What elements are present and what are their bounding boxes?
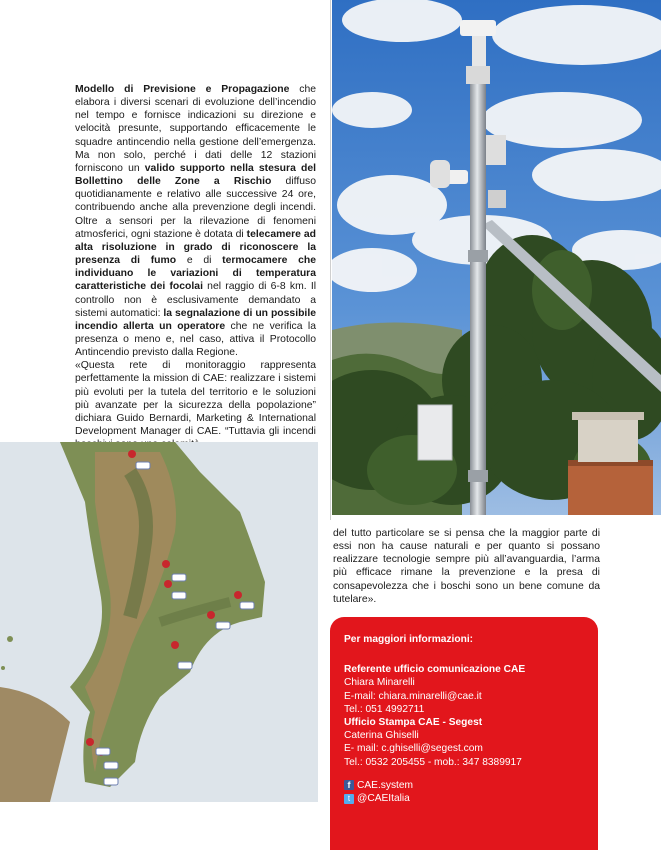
contact2-tel: Tel.: 0532 205455 - mob.: 347 8389917 [344,756,522,768]
article-bold-phrase: termocamere che individuano le variazioni di temperatura caratteristiche dei focolai [75,255,317,293]
article-bold-phrase: la segnalazione di un possibile incendio allerta un operatore [75,307,316,332]
contact2-name: Caterina Ghiselli [344,730,419,742]
column-divider [330,0,331,520]
article-right-column [333,527,600,606]
relief-map [0,442,318,802]
twitter-handle: @CAEItalia [357,793,410,805]
facebook-link[interactable] [344,779,588,792]
contact2-email[interactable]: E- mail: c.ghiselli@segest.com [344,743,483,755]
article-paragraph-3: del tutto particolare se si pensa che la maggior parte di essi non ha cause naturali e per quanto si possano realizzare tecnologie sempre più all’avanguardia, l’arma più efficace rimane la prevenzione e la presa di consapevolezza che i boschi sono un bene comune da tutelare». [333,528,600,605]
facebook-handle: CAE.system [357,779,414,791]
article-text-run: diffuso quotidianamente e relativo alle successive 24 ore, contribuendo anche alla prevenzione degli incendi. Oltre a sensori per la rilevazione di fenomeni atmosferici, ogni stazione è dotata di [75,176,316,240]
article-bold-phrase: valido supporto nella stesura del Bollettino delle Zone a Rischio [75,162,316,188]
article-bold-phrase: Modello di Previsione e Propagazione [75,84,290,95]
contact1-role: Referente ufficio comunicazione CAE [344,664,526,676]
contact1-email[interactable]: E-mail: chiara.minarelli@cae.it [344,690,482,702]
station-illustration [332,0,661,515]
contact-info-box [330,617,598,850]
facebook-icon: f [344,780,354,790]
contact1-tel: Tel.: 051 4992711 [344,703,425,715]
article-paragraph-2: «Questa rete di monitoraggio rappresenta perfettamente la mission di CAE: realizzare i sistemi più evoluti per la tutela del territorio e le soluzioni più avanzate per la sicurezza della popolazione” dichiara Guido Bernardi, Marketing & International Development Manager di CAE. “Tuttavia gli incendi [75,360,316,438]
calabria-map [0,442,318,802]
article-text-run: nel raggio di 6-8 km. Il controllo non è esclusivamente demandato a sistemi automatici: [75,281,317,319]
article-left-column [75,83,316,451]
contact2-role: Ufficio Stampa CAE - Segest [344,717,483,729]
contact1-name: Chiara Minarelli [344,677,415,689]
monitoring-station-photo [332,0,661,515]
article-paragraph-1 [75,83,316,359]
infobox-title: Per maggiori informazioni: [344,634,474,645]
article-text-run: che ne verifica la presenza o meno e, nel caso, attiva il Protocollo Antincendio previsto dalla Regione. [75,320,316,359]
article-text-run: che elabora i diversi scenari di evoluzione dell’incendio nel tempo e fornisce indicazioni su direzione e velocità presunte, supportando efficacemente le squadre antincendio nella gestione dell’emergenza. Ma non solo, perché i dati delle 12 stazioni forniscono un [75,84,317,174]
twitter-link[interactable] [344,792,588,805]
twitter-icon: t [344,794,354,804]
article-text-run: e di [176,255,223,267]
article-bold-phrase: telecamere ad alta risoluzione in grado di riconoscere la presenza di fumo [75,228,316,267]
